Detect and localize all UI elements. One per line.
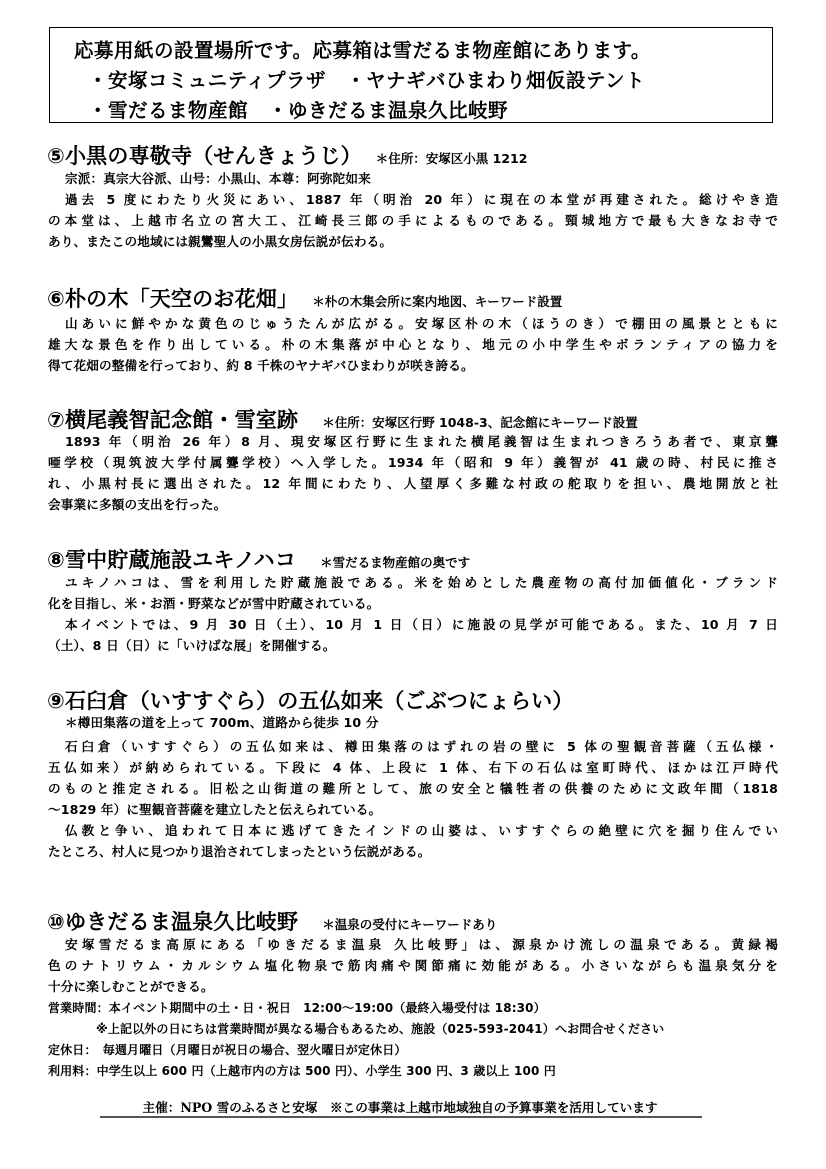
section-7-title: [47, 404, 638, 434]
notice-locations-2: ・雪だるま物産館 ・ゆきだるま温泉久比岐野: [88, 99, 509, 122]
section-note: ＊朴の木集会所に案内地図、キーワード設置: [312, 294, 563, 309]
business-hours-note: ※上記以外の日にちは営業時間が異なる場合もあるため、施設（025-593-2041）へお問合せください: [96, 1022, 665, 1036]
organizer-footer: 主催：NPO 雪のふるさと安塚 ※この事業は上越市地域独自の予算事業を活用しています: [142, 1100, 658, 1115]
section-5-line: の本堂は、上越市名立の宮大工、江崎長三郎の手によるものである。頸城地方で最も大きなお寺で: [48, 213, 778, 228]
section-9-line: ～1829 年）に聖観音菩薩を建立したと伝えられている。: [48, 802, 382, 817]
section-9-line: 五仏如来）が納められている。下段に 4 体、上段に 1 体、右下の石仏は室町時代、ほかは江戸時代: [48, 760, 778, 775]
section-note: ＊雪だるま物産館の奥です: [320, 555, 471, 570]
section-title-text: ⑩ゆきだるま温泉久比岐野: [47, 910, 299, 934]
notice-heading: 応募用紙の設置場所です。応募箱は雪だるま物産館にあります。: [74, 39, 651, 62]
section-note: ＊住所：安塚区行野 1048-3、記念館にキーワード設置: [322, 415, 638, 430]
section-10-line: 色のナトリウム・カルシウム塩化物泉で筋肉痛や関節痛に効能がある。小さいながらも温泉気分を: [48, 958, 778, 973]
section-title-text: ⑨石臼倉（いすすぐら）の五仏如来（ごぶつにょらい）: [47, 689, 574, 713]
section-5-line: 宗派：真宗大谷派、山号：小黒山、本尊：阿弥陀如来: [65, 171, 371, 186]
section-6-line: 得て花畑の整備を行っており、約 8 千株のヤナギバひまわりが咲き誇る。: [48, 358, 474, 373]
section-8-line: ユキノハコは、雪を利用した貯蔵施設である。米を始めとした農産物の高付加価値化・ブランド: [65, 575, 778, 590]
section-8-line: 化を目指し、米・お酒・野菜などが雪中貯蔵されている。: [48, 596, 380, 611]
business-hours: 営業時間：本イベント期間中の土・日・祝日 12:00～19:00（最終入場受付は 18:30）: [48, 1001, 546, 1015]
footer-divider: [100, 1116, 702, 1118]
section-title-text: ⑦横尾義智記念館・雪室跡: [47, 408, 299, 432]
section-9-access-note: ＊樽田集落の道を上って 700m、道路から徒歩 10 分: [65, 715, 379, 730]
section-5-line: あり、またこの地域には親鸞聖人の小黒女房伝説が伝わる。: [48, 234, 393, 249]
section-10-line: 安塚雪だるま高原にある「ゆきだるま温泉 久比岐野」は、源泉かけ流しの温泉である。黄緑褐: [65, 937, 778, 952]
section-9-line: 石臼倉（いすすぐら）の五仏如来は、樽田集落のはずれの岩の壁に 5 体の聖観音菩薩（五仏様・: [65, 739, 778, 754]
section-8-line: （土）、8 日（日）に「いけばな展」を開催する。: [48, 638, 336, 653]
section-title-text: ⑤小黒の専敬寺（せんきょうじ）: [47, 144, 362, 168]
section-10-title: [47, 906, 497, 936]
closed-days: 定休日： 毎週月曜日（月曜日が祝日の場合、翌火曜日が定休日）: [48, 1043, 407, 1057]
section-7-line: 1893 年（明治 26 年）8 月、現安塚区行野に生まれた横尾義智は生まれつきろうあ者で、東京聾: [65, 434, 778, 449]
section-5-line: 過去 5 度にわたり火災にあい、1887 年（明治 20 年）に現在の本堂が再建された。総けやき造: [65, 192, 778, 207]
section-6-title: [47, 283, 562, 313]
section-9-line: 仏教と争い、追われて日本に逃げてきたインドの山婆は、いすすぐらの絶壁に穴を掘り住んでい: [65, 823, 778, 838]
section-note: ＊温泉の受付にキーワードあり: [322, 917, 498, 932]
section-8-title: [47, 544, 470, 574]
section-10-line: 十分に楽しむことができる。: [48, 979, 214, 994]
section-title-text: ⑧雪中貯蔵施設ユキノハコ: [47, 548, 297, 572]
section-9-line: のものと推定される。旧松之山街道の難所として、旅の安全と犠牲者の供養のために文政年間（1818: [48, 781, 778, 796]
section-6-line: 山あいに鮮やかな黄色のじゅうたんが広がる。安塚区朴の木（ほうのき）で棚田の風景とともに: [65, 316, 778, 331]
notice-locations-1: ・安塚コミュニティプラザ ・ヤナギバひまわり畑仮設テント: [88, 69, 646, 92]
section-8-line: 本イベントでは、9 月 30 日（土）、10 月 1 日（日）に施設の見学が可能である。また、10 月 7 日: [65, 617, 778, 632]
section-note: ＊住所：安塚区小黒 1212: [375, 151, 528, 166]
section-7-line: れ、小黒村長に選出された。12 年間にわたり、人望厚く多難な村政の舵取りを担い、農地開放と社: [48, 476, 778, 491]
section-7-line: 唖学校（現筑波大学付属聾学校）へ入学した。1934 年（昭和 9 年）義智が 41 歳の時、村民に推さ: [48, 455, 778, 470]
section-6-line: 雄大な景色を作り出している。朴の木集落が中心となり、地元の小中学生やボランティアの協力を: [48, 337, 778, 352]
admission-fees: 利用料：中学生以上 600 円（上越市内の方は 500 円）、小学生 300 円、3 歳以上 100 円: [48, 1064, 556, 1078]
section-title-text: ⑥朴の木「天空のお花畑」: [47, 287, 299, 311]
section-9-line: たところ、村人に見つかり退治されてしまったという伝説がある。: [48, 844, 431, 859]
section-9-title: [47, 685, 574, 715]
section-5-title: [47, 140, 527, 170]
section-7-line: 会事業に多額の支出を行った。: [48, 497, 227, 512]
